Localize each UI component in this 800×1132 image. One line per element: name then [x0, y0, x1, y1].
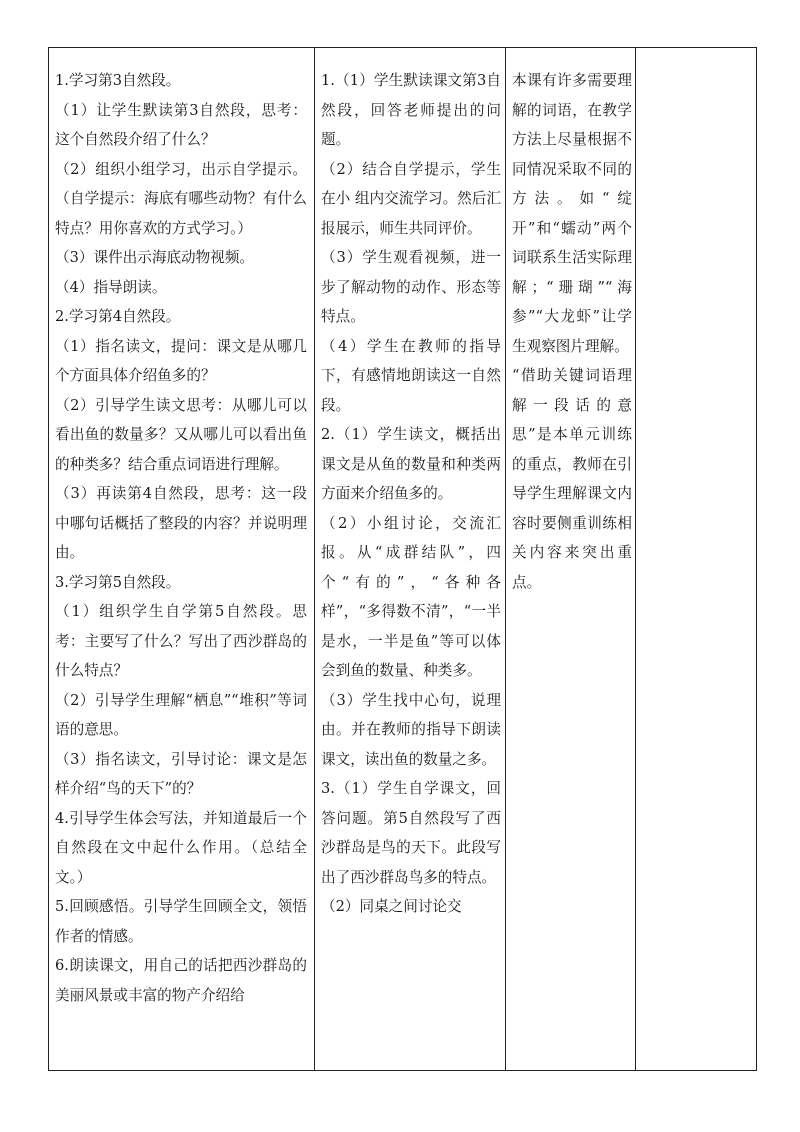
teacher-paragraph: 1.学习第3自然段。	[55, 72, 181, 89]
student-paragraph: 1.（1）学生默读课文第3自然段，回答老师提出的问题。	[321, 72, 501, 148]
teacher-paragraph: （3）指名读文，引导讨论：课文是怎样介绍“鸟的天下”的？	[55, 750, 307, 797]
teacher-paragraph: 5.回顾感悟。引导学生回顾全文，领悟作者的情感。	[55, 898, 307, 945]
teacher-paragraph: 3.学习第5自然段。	[55, 573, 181, 591]
teacher-activities-column	[55, 66, 307, 1010]
teacher-paragraph: （1）组织学生自学第5自然段。思考：主要写了什么？写出了西沙群岛的什么特点？	[55, 603, 307, 679]
design-intent-column	[512, 66, 632, 597]
student-activities-column	[321, 66, 501, 922]
student-paragraph: 2.（1）学生读文，概括出课文是从鱼的数量和种类两方面来介绍鱼多的。	[321, 426, 501, 502]
student-paragraph: （2）结合自学提示，学生在小 组内交流学习。然后汇报展示，师生共同评价。	[321, 160, 501, 237]
teacher-paragraph: （2）引导学生读文思考：从哪儿可以看出鱼的数量多？又从哪儿可以看出鱼的种类多？结合重点词语进行理解。	[55, 396, 307, 473]
design-paragraph: “借助关键词语理解一段话的意思”是本单元训练的重点，教师在引导学生理解课文内容时要侧重训练相关内容来突出重点。	[512, 367, 632, 591]
student-paragraph: （3）学生找中心句，说理由。并在教师的指导下朗读课文，读出鱼的数量之多。	[321, 691, 501, 768]
design-paragraph: 本课有许多需要理解的词语，在教学方法上尽量根据不同情况采取不同的方法。如“绽开”和“蠕动”两个词联系生活实际理解；“珊瑚”“海参”“大龙虾”让学生观察图片理解。	[512, 72, 632, 355]
student-paragraph: （2）同桌之间讨论交	[321, 898, 462, 915]
teacher-paragraph: （2）组织小组学习，出示自学提示。（自学提示：海底有哪些动物？有什么特点？用你喜欢的方式学习。）	[55, 160, 307, 237]
student-paragraph: （4）学生在教师的指导下，有感情地朗读这一自然段。	[321, 337, 501, 414]
teacher-paragraph: 2.学习第4自然段。	[55, 308, 181, 325]
student-paragraph: 3.（1）学生自学课文，回答问题。第5自然段写了西沙群岛是鸟的天下。此段写出了西沙群岛鸟多的特点。	[321, 780, 501, 886]
teacher-paragraph: 6.朗读课文，用自己的话把西沙群岛的美丽风景或丰富的物产介绍给	[55, 957, 307, 1004]
teacher-paragraph: 4.引导学生体会写法，并知道最后一个自然段在文中起什么作用。（总结全文。）	[55, 809, 307, 886]
teacher-paragraph: （2）引导学生理解“栖息”“堆积”等词语的意思。	[55, 691, 307, 738]
column-divider	[505, 48, 506, 1070]
column-divider	[314, 48, 315, 1070]
teacher-paragraph: （4）指导朗读。	[55, 278, 167, 296]
lesson-plan-table	[48, 47, 757, 1071]
teacher-paragraph: （3）课件出示海底动物视频。	[55, 249, 255, 266]
student-paragraph: （2）小组讨论，交流汇报。从“成群结队”，四个“有的”，“各种各样”，“多得数不清”，“一半是水，一半是鱼”等可以体会到鱼的数量、种类多。	[321, 514, 501, 679]
teacher-paragraph: （1）指名读文，提问：课文是从哪几个方面具体介绍鱼多的？	[55, 337, 307, 384]
column-divider	[635, 48, 636, 1070]
teacher-paragraph: （3）再读第4自然段，思考：这一段中哪句话概括了整段的内容？并说明理由。	[55, 485, 307, 561]
student-paragraph: （3）学生观看视频，进一步了解动物的动作、形态等特点。	[321, 249, 501, 325]
teacher-paragraph: （1）让学生默读第3自然段，思考：这个自然段介绍了什么？	[55, 101, 307, 148]
